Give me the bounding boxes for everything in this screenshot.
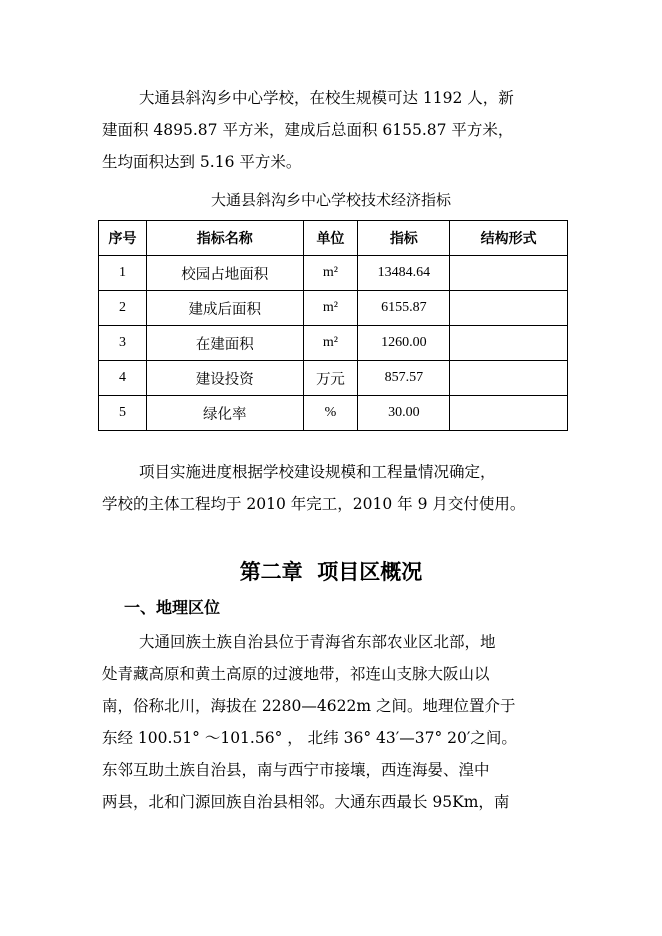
progress-line: 学校的主体工程均于 2010 年完工，2010 年 9 月交付使用。 [102,495,526,513]
table-row [99,256,568,291]
progress-line: 项目实施进度根据学校建设规模和工程量情况确定， [139,463,496,481]
cell-unit: m² [303,326,358,361]
cell-value: 30.00 [358,396,450,431]
table-row [99,326,568,361]
cell-structure [450,361,568,396]
table-row [99,291,568,326]
cell-unit: m² [303,256,358,291]
cell-name: 绿化率 [146,396,303,431]
header-no: 序号 [99,221,147,256]
tech-economic-table [98,220,568,431]
geo-line: 大通回族土族自治县位于青海省东部农业区北部，地 [139,633,496,651]
intro-line: 大通县斜沟乡中心学校，在校生规模可达 1192 人，新 [139,89,514,107]
cell-value: 1260.00 [358,326,450,361]
geography-paragraph [102,626,572,818]
cell-unit: 万元 [303,361,358,396]
cell-no: 1 [99,256,147,291]
header-structure: 结构形式 [450,221,568,256]
cell-unit: m² [303,291,358,326]
cell-structure [450,256,568,291]
geo-line: 南，俗称北川，海拔在 2280—4622m 之间。地理位置介于 [102,697,516,715]
geo-line: 东邻互助土族自治县，南与西宁市接壤，西连海晏、湟中 [102,761,490,779]
table-row [99,361,568,396]
cell-name: 建设投资 [146,361,303,396]
intro-line: 生均面积达到 5.16 平方米。 [102,153,302,171]
cell-value: 857.57 [358,361,450,396]
cell-no: 2 [99,291,147,326]
chapter-title: 第二章 项目区概况 [239,560,423,584]
intro-line: 建面积 4895.87 平方米，建成后总面积 6155.87 平方米， [102,121,514,139]
progress-paragraph [102,456,572,520]
table-header-row [99,221,568,256]
cell-structure [450,326,568,361]
geo-line: 处青藏高原和黄土高原的过渡地带，祁连山支脉大阪山以 [102,665,490,683]
cell-value: 13484.64 [358,256,450,291]
cell-name: 校园占地面积 [146,256,303,291]
cell-structure [450,291,568,326]
header-unit: 单位 [303,221,358,256]
cell-value: 6155.87 [358,291,450,326]
cell-name: 在建面积 [146,326,303,361]
intro-paragraph [102,82,572,178]
header-indicator-name: 指标名称 [146,221,303,256]
cell-structure [450,396,568,431]
cell-no: 4 [99,361,147,396]
table-row [99,396,568,431]
table-caption: 大通县斜沟乡中心学校技术经济指标 [210,191,451,209]
header-indicator: 指标 [358,221,450,256]
cell-name: 建成后面积 [146,291,303,326]
geo-line: 东经 100.51° ～101.56° ， 北纬 36° 43′—37° 20′之间。 [102,729,517,747]
section-heading: 一、地理区位 [124,598,221,617]
cell-no: 5 [99,396,147,431]
cell-unit: % [303,396,358,431]
cell-no: 3 [99,326,147,361]
geo-line: 两县，北和门源回族自治县相邻。大通东西最长 95Km，南 [102,793,510,811]
